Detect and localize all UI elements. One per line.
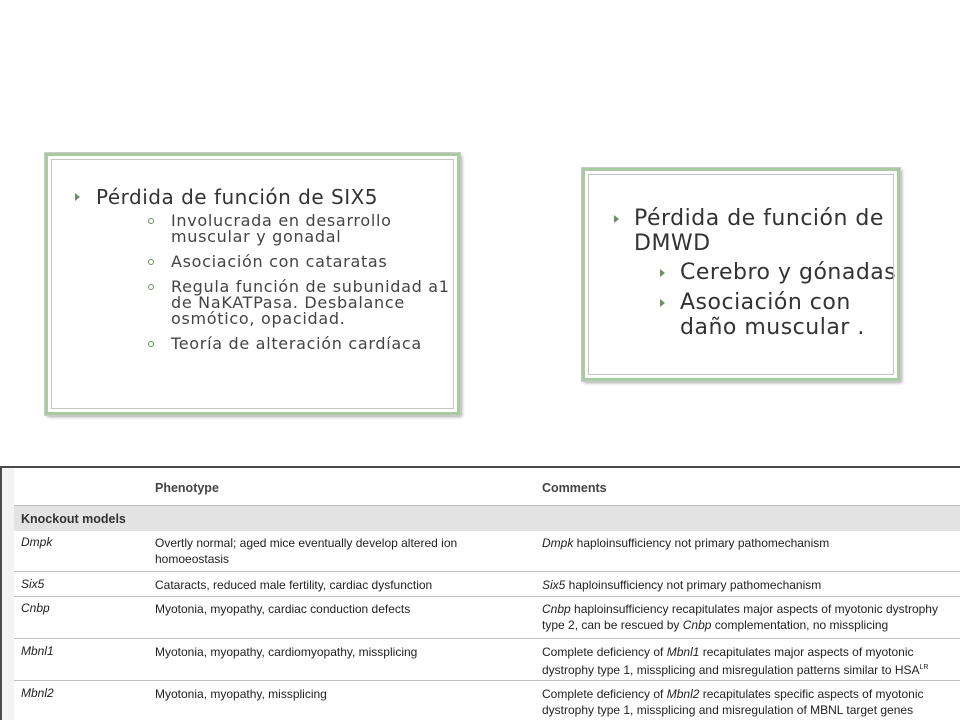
comment-gene: Cnbp <box>682 618 712 632</box>
comment-gene: Six5 <box>542 578 566 592</box>
comment-text: Complete deficiency of <box>542 687 667 701</box>
gene-cell: Six5 <box>21 577 45 591</box>
comment-gene: Dmpk <box>542 536 574 550</box>
ring-bullet-icon <box>148 218 154 224</box>
section-label: Knockout models <box>21 512 126 526</box>
dmwd-content-box <box>582 168 900 381</box>
comment-cell <box>542 535 960 551</box>
comment-superscript: LR <box>919 664 929 671</box>
right-box-subitem <box>585 290 897 340</box>
gene-cell: Dmpk <box>21 535 53 549</box>
ring-bullet-icon <box>148 341 154 347</box>
phenotype-cell: Overtly normal; aged mice eventually develop altered ion homoeostasis <box>155 536 458 566</box>
subitem-text: Cerebro y gónadas <box>680 260 897 285</box>
divider <box>14 638 960 639</box>
triangle-arrow-icon <box>614 215 619 223</box>
six5-content-box <box>45 153 460 415</box>
divider <box>14 571 960 572</box>
phenotype-cell: Cataracts, reduced male fertility, cardiac dysfunction <box>155 578 433 592</box>
gene-cell: Mbnl2 <box>21 686 54 700</box>
comments-header: Comments <box>542 481 607 495</box>
table-body <box>14 468 960 720</box>
divider <box>14 680 960 681</box>
left-box-subitem <box>96 279 457 327</box>
comment-text: haploinsufficiency recapitulates major aspects of myotonic dystrophy type 2, can be rescued by <box>542 602 938 632</box>
comment-gene: Mbnl2 <box>666 687 700 701</box>
comment-gene: Mbnl1 <box>666 645 700 659</box>
divider <box>14 596 960 597</box>
subitem-text: Involucrada en desarrollo muscular y gonadal <box>171 211 392 246</box>
ring-bullet-icon <box>148 284 154 290</box>
gene-cell: Cnbp <box>21 601 50 615</box>
comment-text: Complete deficiency of <box>542 645 667 659</box>
comment-cell <box>542 686 960 718</box>
subitem-text: Asociación con daño muscular . <box>680 290 865 340</box>
knockout-models-table <box>0 466 960 720</box>
comment-text: recapitulates major aspects of myotonic dystrophy type 1, missplicing and misregulation patterns similar to HSA <box>542 645 920 677</box>
subitem-text: Teoría de alteración cardíaca <box>171 334 422 353</box>
comment-text: haploinsufficiency not primary pathomechanism <box>573 536 830 550</box>
comment-text: complementation, no missplicing <box>711 618 889 632</box>
subitem-text: Asociación con cataratas <box>171 252 388 271</box>
triangle-arrow-icon <box>75 193 80 201</box>
left-box-subitem <box>96 336 457 352</box>
gene-cell: Mbnl1 <box>21 644 54 658</box>
phenotype-header: Phenotype <box>155 481 219 495</box>
phenotype-cell: Myotonia, myopathy, missplicing <box>155 687 327 701</box>
right-box-title: Pérdida de función de DMWD <box>634 206 884 256</box>
phenotype-cell: Myotonia, myopathy, cardiac conduction defects <box>155 602 411 616</box>
right-box-subitem <box>585 260 897 285</box>
triangle-arrow-icon <box>660 269 665 277</box>
left-box-subitem <box>96 213 457 245</box>
comment-text: haploinsufficiency not primary pathomechanism <box>565 578 822 592</box>
left-box-subitem <box>96 254 457 270</box>
comment-cell <box>542 601 960 633</box>
subitem-text: Regula función de subunidad a1 de NaKATPasa. Desbalance osmótico, opacidad. <box>171 277 450 328</box>
right-box-title-item <box>585 206 897 256</box>
left-box-title: Pérdida de función de SIX5 <box>96 185 379 209</box>
comment-cell <box>542 644 960 678</box>
section-row <box>14 506 960 531</box>
left-box-title-item <box>48 186 457 352</box>
ring-bullet-icon <box>148 259 154 265</box>
comment-text: recapitulates specific aspects of myotonic dystrophy type 1, missplicing and misregulation of MBNL target genes <box>542 687 924 717</box>
triangle-arrow-icon <box>660 299 665 307</box>
comment-gene: Cnbp <box>542 602 571 616</box>
comment-cell <box>542 577 960 593</box>
phenotype-cell: Myotonia, myopathy, cardiomyopathy, missplicing <box>155 645 418 659</box>
